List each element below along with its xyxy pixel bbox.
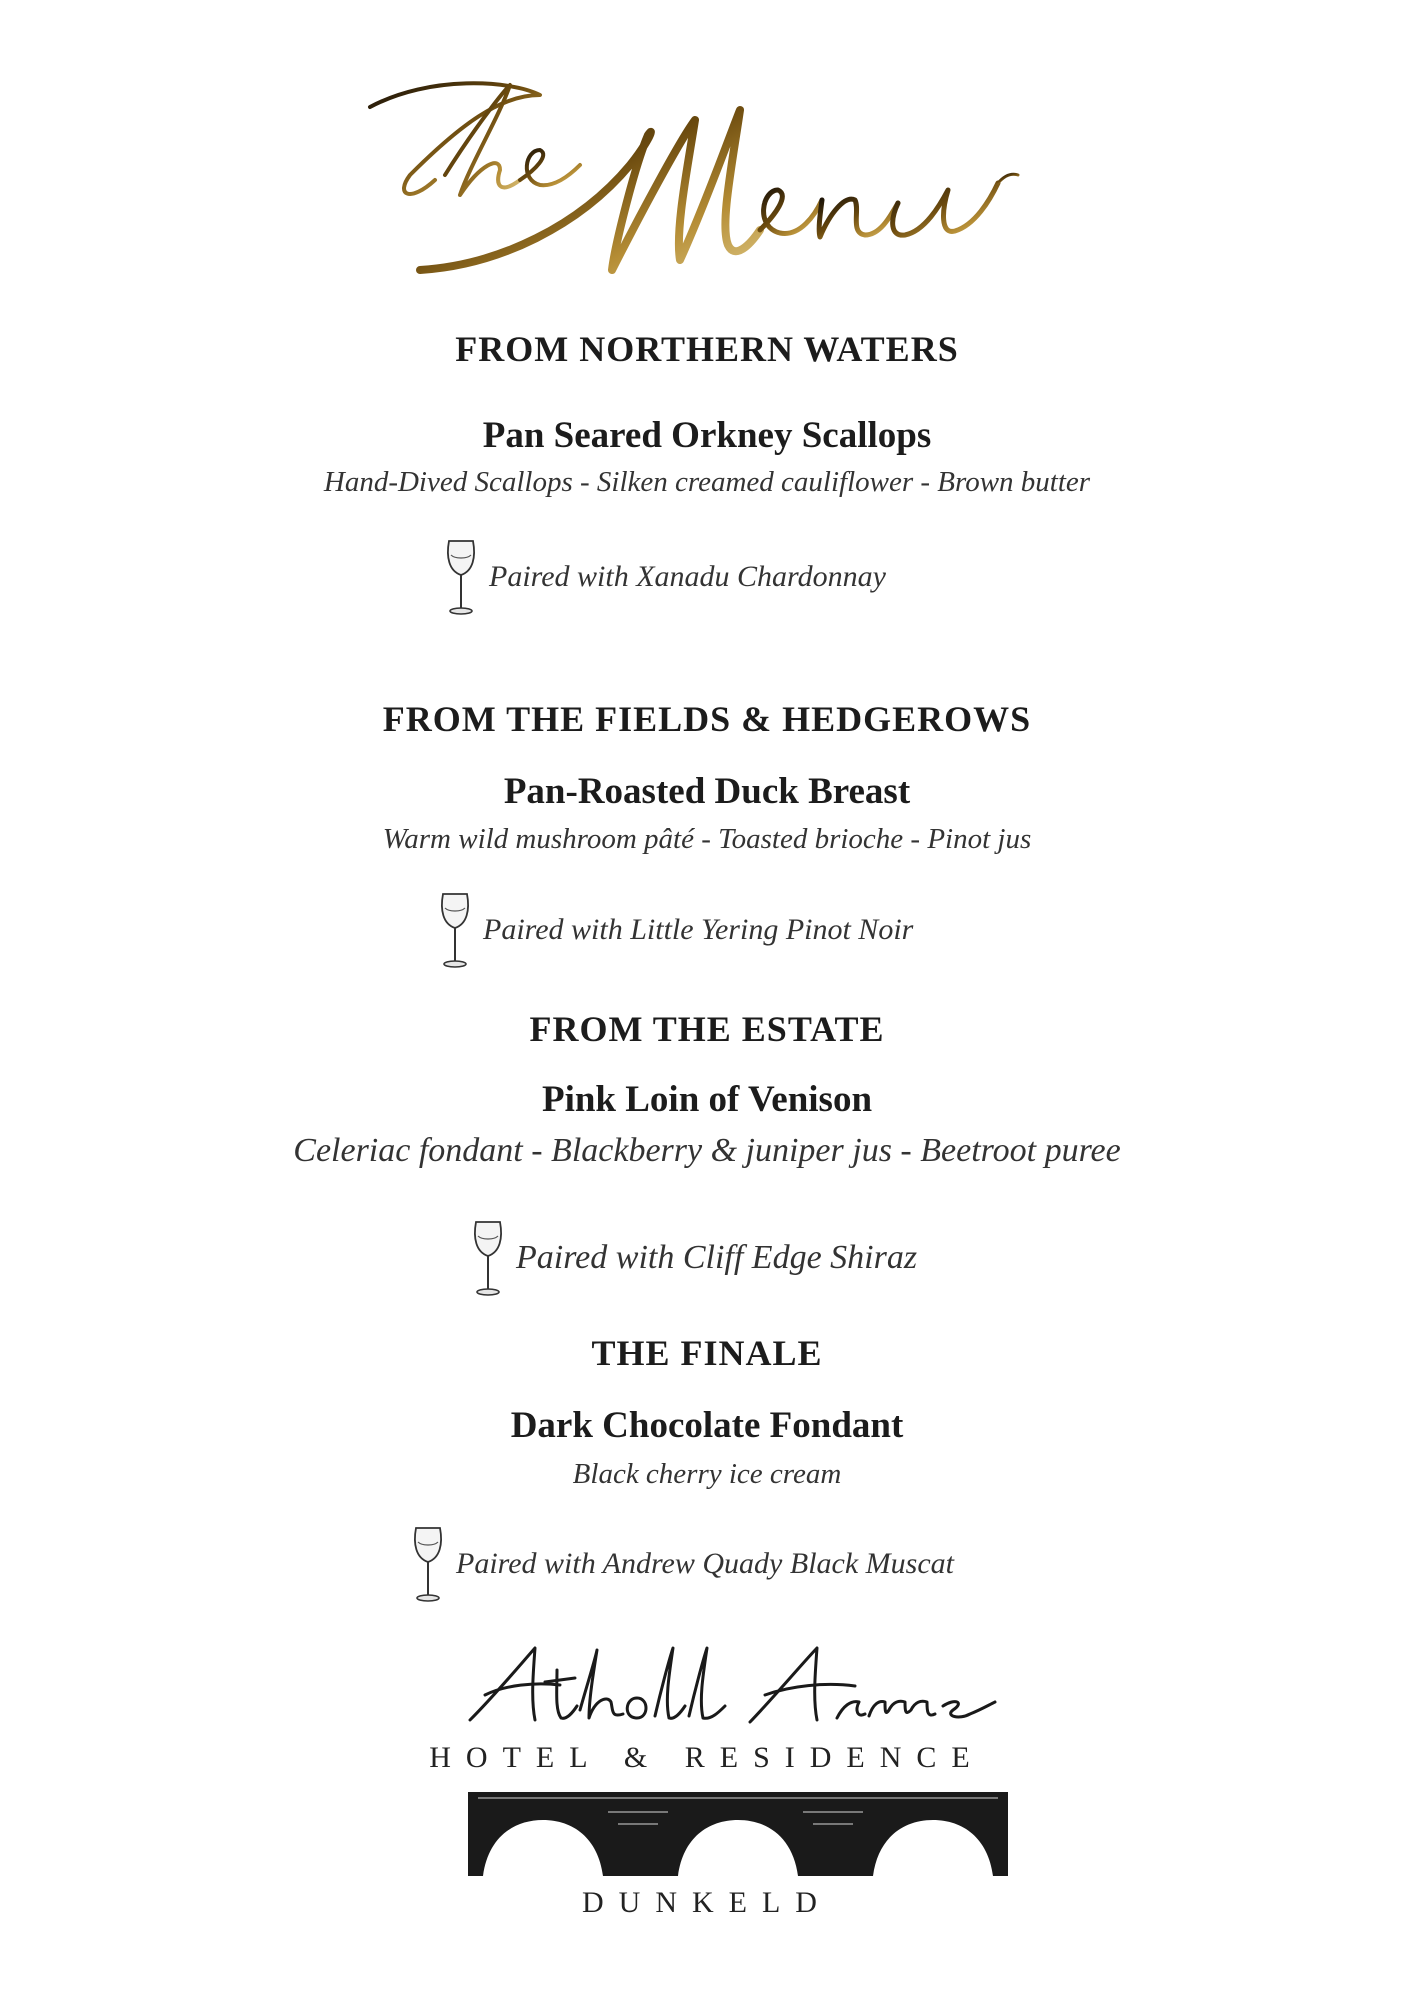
course-finale (0, 1334, 1414, 1634)
logo-subtitle: HOTEL & RESIDENCE (429, 1741, 985, 1774)
pairing-text: Paired with Xanadu Chardonnay (489, 560, 886, 593)
wine-pairing (443, 537, 886, 617)
dish-description: Black cherry ice cream (572, 1458, 842, 1490)
wine-glass-icon (410, 1524, 446, 1604)
course-northern-waters (0, 330, 1414, 630)
dish-name: Pink Loin of Venison (541, 1079, 873, 1120)
dish-description: Celeriac fondant - Blackberry & juniper jus - Beetroot puree (293, 1132, 1121, 1169)
wine-pairing (410, 1524, 954, 1604)
hotel-logo (0, 1640, 1414, 1940)
bridge-arches-icon (468, 1790, 1008, 1876)
logo-script-wordmark (465, 1640, 1005, 1735)
course-estate (0, 1010, 1414, 1330)
menu-title-script (350, 55, 1070, 305)
dish-description: Warm wild mushroom pâté - Toasted brioche - Pinot jus (382, 823, 1032, 855)
section-heading: FROM THE FIELDS & HEDGEROWS (382, 699, 1032, 739)
course-fields-hedgerows (0, 700, 1414, 1000)
wine-glass-icon (443, 537, 479, 617)
wine-glass-icon (437, 890, 473, 970)
pairing-text: Paired with Little Yering Pinot Noir (483, 913, 914, 946)
dish-name: Pan-Roasted Duck Breast (503, 771, 911, 812)
pairing-text: Paired with Andrew Quady Black Muscat (456, 1547, 954, 1580)
dish-name: Dark Chocolate Fondant (510, 1405, 904, 1446)
wine-pairing (437, 890, 913, 970)
dish-description: Hand-Dived Scallops - Silken creamed cauliflower - Brown butter (323, 466, 1091, 498)
section-heading: FROM THE ESTATE (529, 1009, 885, 1049)
dish-name: Pan Seared Orkney Scallops (482, 415, 932, 456)
wine-glass-icon (470, 1218, 506, 1298)
wine-pairing (470, 1218, 917, 1298)
pairing-text: Paired with Cliff Edge Shiraz (516, 1239, 918, 1276)
logo-town: DUNKELD (582, 1886, 832, 1919)
section-heading: FROM NORTHERN WATERS (455, 329, 959, 369)
section-heading: THE FINALE (591, 1333, 823, 1373)
